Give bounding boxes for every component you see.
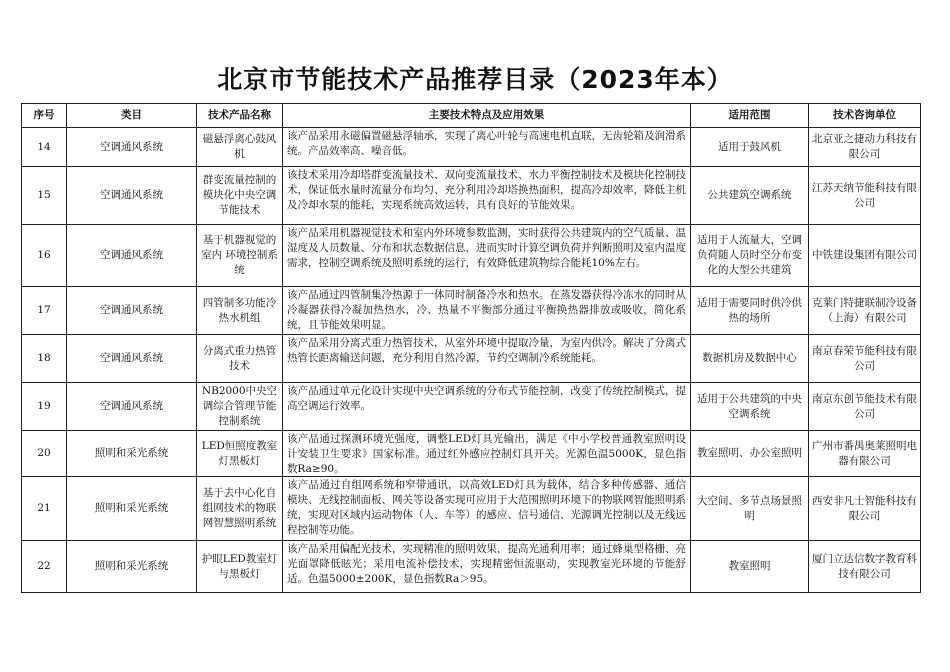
row-no: 18 (22, 335, 67, 383)
row-scope: 适用于需要同时供冷供热的场所 (691, 287, 809, 335)
row-unit: 北京亚之捷动力科技有限公司 (809, 128, 921, 167)
row-features: 该产品通过单元化设计实现中央空调系统的分布式节能控制，改变了传统控制模式，提高空调运行效率。 (287, 385, 686, 412)
row-no: 14 (22, 128, 67, 167)
row-unit: 南京东创节能技术有限公司 (809, 383, 921, 431)
row-features: 该产品采用分离式重力热管技术，从室外环境中提取冷量，为室内供冷。解决了分离式热管长距离输送问题，充分利用自然冷源，节约空调制冷系统能耗。 (287, 337, 686, 364)
table-row (22, 287, 921, 335)
recommendation-table (21, 103, 921, 593)
row-unit: 南京春荣节能科技有限公司 (809, 335, 921, 383)
row-features: 该产品通过自组网系统和窄带通讯，以高效LED灯具为载体，结合多种传感器、通信模块、无线控制面板、网关等设备实现可应用于大范围照明环境下的物联网智能照明系统，实现对区域内运动物体（人、车等）的感应、信号通信、光源调光控制以及无线远程控制等功能。 (287, 479, 686, 536)
row-features: 该技术采用冷却塔群变流量技术、双向变流量技术、水力平衡控制技术及模块化控制技术，保证低水量时流量分布均匀、充分利用冷却塔换热面积，提高冷却效率，降低主机及冷却水泵的能耗，实现系统高效运转，具有良好的节能效果。 (287, 169, 686, 211)
row-unit: 广州市番禺奥莱照明电器有限公司 (809, 431, 921, 477)
header-no: 序号 (22, 104, 67, 128)
row-product: 护眼LED教室灯与黑板灯 (197, 541, 283, 593)
row-category: 空调通风系统 (67, 225, 197, 287)
header-unit: 技术咨询单位 (809, 104, 921, 128)
table-row (22, 431, 921, 477)
row-unit: 厦门立达信数字教育科技有限公司 (809, 541, 921, 593)
row-no: 17 (22, 287, 67, 335)
row-features: 该产品采用永磁偏置磁悬浮轴承，实现了离心叶轮与高速电机直联，无齿轮箱及润滑系统。产品效率高、噪音低。 (287, 130, 686, 157)
row-scope: 教室照明 (691, 541, 809, 593)
row-category: 空调通风系统 (67, 335, 197, 383)
row-scope: 适用于鼓风机 (691, 128, 809, 167)
header-scope: 适用范围 (691, 104, 809, 128)
row-features: 该产品采用机器视觉技术和室内外环境参数监测，实时获得公共建筑内的空气质量、温湿度及人员数量、分布和状态数据信息，进而实时计算空调负荷并判断照明及室内温度需求，控制空调系统及照明系统的运行，有效降低建筑物综合能耗10%左右。 (287, 227, 686, 269)
row-scope: 适用于公共建筑的中央空调系统 (691, 383, 809, 431)
header-category: 类目 (67, 104, 197, 128)
row-product: LED恒照度教室灯黑板灯 (197, 431, 283, 477)
row-product: 群变流量控制的模块化中央空调节能技术 (197, 167, 283, 225)
row-scope: 公共建筑空调系统 (691, 167, 809, 225)
row-unit: 西安非凡士智能科技有限公司 (809, 477, 921, 541)
header-features: 主要技术特点及应用效果 (283, 104, 691, 128)
row-category: 空调通风系统 (67, 167, 197, 225)
row-features: 该产品通过探测环境光强度，调整LED灯具光输出，满足《中小学校普通教室照明设计安装卫生要求》国家标准。通过红外感应控制灯具开关。光源色温5000K，显色指数Ra≥90。 (287, 433, 686, 475)
row-unit: 江苏天纳节能科技有限公司 (809, 167, 921, 225)
table-row (22, 335, 921, 383)
row-product: 四管制多功能冷热水机组 (197, 287, 283, 335)
table-row (22, 383, 921, 431)
header-product: 技术产品名称 (197, 104, 283, 128)
row-category: 照明和采光系统 (67, 431, 197, 477)
row-product: 分离式重力热管技术 (197, 335, 283, 383)
table-row (22, 541, 921, 593)
row-scope: 大空间、多节点场景照明 (691, 477, 809, 541)
page-title: 北京市节能技术产品推荐目录（2023年本） (217, 65, 733, 94)
row-product: 基于去中心化自组网技术的物联网智慧照明系统 (197, 477, 283, 541)
table-row (22, 167, 921, 225)
row-category: 照明和采光系统 (67, 477, 197, 541)
row-no: 20 (22, 431, 67, 477)
row-category: 空调通风系统 (67, 128, 197, 167)
table-row (22, 128, 921, 167)
row-no: 21 (22, 477, 67, 541)
row-features: 该产品通过四管制集冷热源于一体同时制备冷水和热水。在蒸发器获得冷冻水的同时从冷凝器获得冷凝加热热水，冷、热量不平衡部分通过平衡换热器排放或吸收，简化系统，且节能效果明显。 (287, 289, 686, 331)
row-product: 磁悬浮离心鼓风机 (197, 128, 283, 167)
row-product: 基于机器视觉的室内 环境控制系统 (197, 225, 283, 287)
row-scope: 教室照明、办公室照明 (691, 431, 809, 477)
table-row (22, 225, 921, 287)
row-features: 该产品采用偏配光技术，实现精准的照明效果，提高光通利用率；通过蜂巢型格栅、亮光面罩降低眩光；采用电流补偿技术，实现精密恒流驱动，实现教室光环境的节能舒适。色温5000±200K，显色指数Ra＞95。 (287, 543, 686, 585)
row-category: 照明和采光系统 (67, 541, 197, 593)
row-unit: 中铁建设集团有限公司 (809, 225, 921, 287)
row-no: 19 (22, 383, 67, 431)
row-no: 22 (22, 541, 67, 593)
table-row (22, 477, 921, 541)
row-no: 16 (22, 225, 67, 287)
row-category: 空调通风系统 (67, 287, 197, 335)
row-scope: 数据机房及数据中心 (691, 335, 809, 383)
row-category: 空调通风系统 (67, 383, 197, 431)
row-scope: 适用于人流量大，空调负荷随人员时空分布变化的大型公共建筑 (691, 225, 809, 287)
row-unit: 克莱门特捷联制冷设备（上海）有限公司 (809, 287, 921, 335)
table-header-row (22, 104, 921, 128)
row-product: NB2000中央空调综合管理节能控制系统 (197, 383, 283, 431)
row-no: 15 (22, 167, 67, 225)
